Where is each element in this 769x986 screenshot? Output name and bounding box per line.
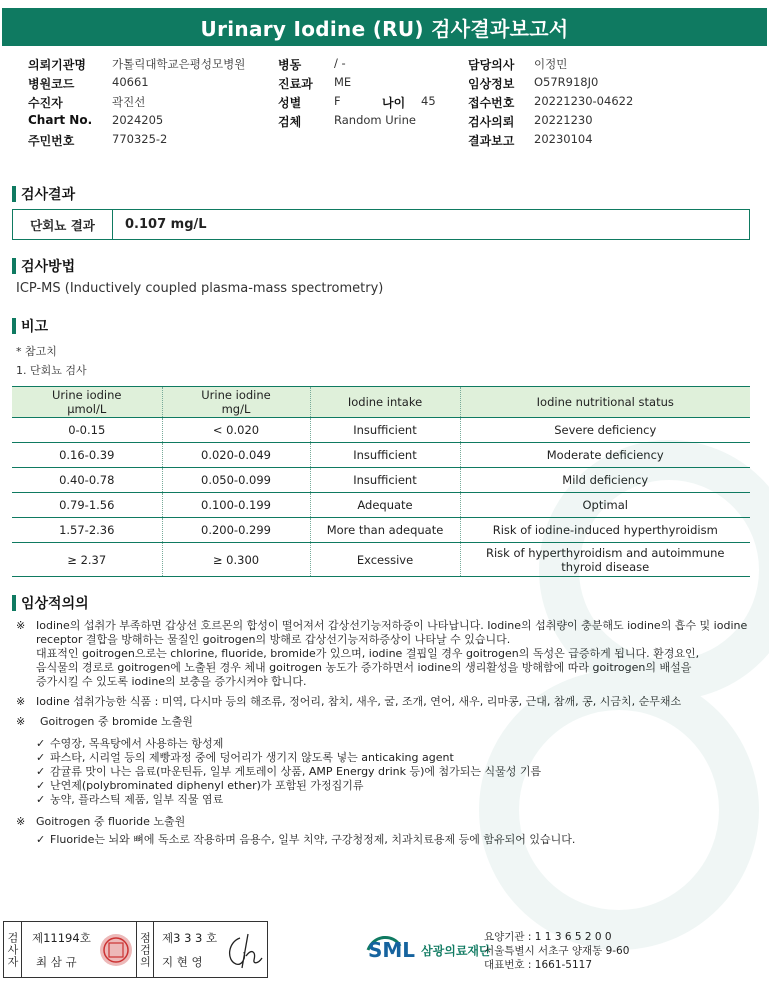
cell-intake: Excessive [310,543,460,577]
header-mg [162,387,310,418]
specimen-value: Random Urine [334,113,416,127]
cell-status: Mild deficiency [460,468,750,493]
age-label: 나이 [382,96,406,110]
org-phone: 대표번호 : 1661-5117 [484,959,593,971]
tester-label [4,922,22,977]
header-intake: Iodine intake [310,387,460,418]
specimen-label: 검체 [278,115,302,129]
examinee-label: 수진자 [28,96,63,110]
chart-no-value: 2024205 [112,113,164,127]
examinee-value: 곽진선 [112,95,146,109]
report-title: Urinary Iodine (RU) 검사결과보고서 [2,8,767,46]
chart-no-label: Chart No. [28,113,93,127]
cell-status: Severe deficiency [460,418,750,443]
doctor-label: 담당의사 [468,58,515,72]
check-icon: ✓ [36,737,46,750]
header-umol [12,387,162,418]
org-code: 요양기관 : 1 1 3 6 5 2 0 0 [484,931,612,943]
remarks-heading: 비고 [12,316,48,336]
checker-license: 제3 3 3 호 [162,931,218,945]
results-heading: 검사결과 [12,184,75,204]
org-address-block [484,930,629,972]
cell-mg: 0.200-0.299 [162,518,310,543]
org-name: 삼광의료재단 [421,943,491,958]
result-box [12,209,750,240]
seal-stamp-icon [98,932,134,968]
clinical-foods: Iodine 섭취가능한 식품 : 미역, 다시마 등의 해조류, 정어리, 참치, 새우, 굴, 조개, 연어, 새우, 리마콩, 근대, 참깨, 콩, 시금치, 순무채소 [36,695,682,708]
tester-label-text: 검사자 [6,931,19,968]
note-mark: ※ [16,695,26,708]
reference-subtitle: 1. 단회뇨 검사 [16,364,87,377]
note-mark: ※ [16,715,26,728]
report-date-label: 결과보고 [468,134,515,148]
cell-status: Moderate deficiency [460,443,750,468]
check-icon: ✓ [36,793,46,806]
checker-label [136,922,154,977]
age-value: 45 [421,94,436,108]
fluoride-title: Goitrogen 중 fluoride 노출원 [36,815,186,828]
table-header [12,387,750,418]
cell-status-line1: Risk of hyperthyroidism and autoimmune [485,545,725,560]
cell-mg: 0.100-0.199 [162,493,310,518]
method-heading: 검사방법 [12,256,75,276]
org-address: 서울특별시 서초구 양재동 9-60 [484,945,630,957]
sml-logo [366,930,491,962]
bromide-item: 농약, 플라스틱 제품, 일부 직물 염료 [50,793,224,806]
cell-status-line2: thyroid disease [561,559,650,574]
tester-name: 최 삼 규 [36,955,77,969]
cell-umol: 0.40-0.78 [12,468,162,493]
sex-value: F [334,94,341,108]
clinical-heading: 임상적의의 [12,593,89,613]
header-mg-line1: Urine iodine [201,388,271,402]
check-icon: ✓ [36,765,46,778]
header-mg-line2: mg/L [221,402,251,416]
signature-box [3,921,268,978]
cell-status: Risk of iodine-induced hyperthyroidism [460,518,750,543]
department-value: ME [334,75,352,89]
cell-intake: More than adequate [310,518,460,543]
hospital-code-value: 40661 [112,75,149,89]
requester-label: 의뢰기관명 [28,58,86,72]
bromide-title: Goitrogen 중 bromide 노출원 [40,715,193,728]
cell-status: Optimal [460,493,750,518]
cell-mg: 0.020-0.049 [162,443,310,468]
bromide-item: 난연제(polybrominated diphenyl ether)가 포함된 가정집기류 [50,779,364,792]
header-status: Iodine nutritional status [460,387,750,418]
receipt-no-label: 접수번호 [468,96,515,110]
resident-no-value: 770325-2 [112,132,168,146]
cell-mg: ≥ 0.300 [162,543,310,577]
ward-value: / - [334,56,346,70]
check-icon: ✓ [36,751,46,764]
clinical-info-value: O57R918J0 [534,75,599,89]
bromide-item: 수영장, 목욕탕에서 사용하는 항성제 [50,737,224,750]
cell-intake: Insufficient [310,443,460,468]
note-mark: ※ [16,815,26,828]
cell-umol: 0.79-1.56 [12,493,162,518]
cell-umol: ≥ 2.37 [12,543,162,577]
cell-umol: 0.16-0.39 [12,443,162,468]
report-date-value: 20230104 [534,132,593,146]
cell-umol: 0-0.15 [12,418,162,443]
resident-no-label: 주민번호 [28,134,75,148]
hospital-code-label: 병원코드 [28,77,75,91]
header-umol-line1: Urine iodine [52,388,122,402]
receipt-no-value: 20221230-04622 [534,94,634,108]
result-label: 단회뇨 결과 [13,210,113,239]
clinical-info-label: 임상정보 [468,77,515,91]
result-value: 0.107 mg/L [125,217,207,232]
request-date-value: 20221230 [534,113,593,127]
cell-intake: Insufficient [310,418,460,443]
bromide-item: 파스타, 시리얼 등의 제빵과정 중에 덩어리가 생기지 않도록 넣는 anticaking agent [50,751,454,764]
tester-license: 제11194호 [32,931,91,945]
sex-label: 성별 [278,96,302,110]
method-text: ICP-MS (Inductively coupled plasma-mass spectrometry) [16,281,384,296]
bromide-item: 감귤류 맛이 나는 음료(마운틴듀, 일부 게토레이 상품, AMP Energy drink 등)에 첨가되는 식물성 기름 [50,765,542,778]
clinical-p1-line4: 음식물의 경로로 goitrogen에 노출된 경우 체내 goitrogen 농도가 증가하면서 iodine의 생리활성을 방해함에 따라 goitrogen의 배설을 [36,661,692,674]
signature-icon [222,930,266,972]
fluoride-item: Fluoride는 뇌와 뼈에 독소로 작용하며 음용수, 일부 치약, 구강청정제, 치과치료용제 등에 함유되어 있습니다. [50,833,576,846]
ward-label: 병동 [278,58,302,72]
clinical-p1-line5: 증가시킬 수 있도록 iodine의 보충을 증가시켜야 합니다. [36,675,307,688]
cell-intake: Adequate [310,493,460,518]
clinical-p1-line3: 대표적인 goitrogen으로는 chlorine, fluoride, bromide가 있으며, iodine 결핍일 경우 goitrogen의 독성은 급증하게 됩니다. 환경요인, [36,647,700,660]
checker-name: 지 현 영 [162,955,203,969]
cell-mg: < 0.020 [162,418,310,443]
doctor-value: 이정민 [534,57,568,71]
watermark-logo [449,430,769,950]
clinical-p1-line1: Iodine의 섭취가 부족하면 갑상선 호르몬의 합성이 떨어져서 갑상선기능저하증이 나타납니다. Iodine의 섭취량이 충분해도 iodine의 흡수 및 iodine [36,619,748,632]
cell-mg: 0.050-0.099 [162,468,310,493]
note-mark: ※ [16,619,26,632]
reference-title: * 참고치 [16,345,57,358]
clinical-p1-line2: receptor 결합을 방해하는 물질인 goitrogen의 방해로 갑상선기능저하증상이 나타날 수 있습니다. [36,633,511,646]
patient-info [28,56,748,151]
department-label: 진료과 [278,77,313,91]
checker-label-text: 점검의 [138,931,152,968]
cell-umol: 1.57-2.36 [12,518,162,543]
cell-intake: Insufficient [310,468,460,493]
requester-value: 가톨릭대학교은평성모병원 [112,57,246,71]
request-date-label: 검사의뢰 [468,115,515,129]
check-icon: ✓ [36,779,46,792]
sml-logo-text: SML [368,938,416,962]
check-icon: ✓ [36,833,46,846]
header-umol-line2: μmol/L [67,402,107,416]
